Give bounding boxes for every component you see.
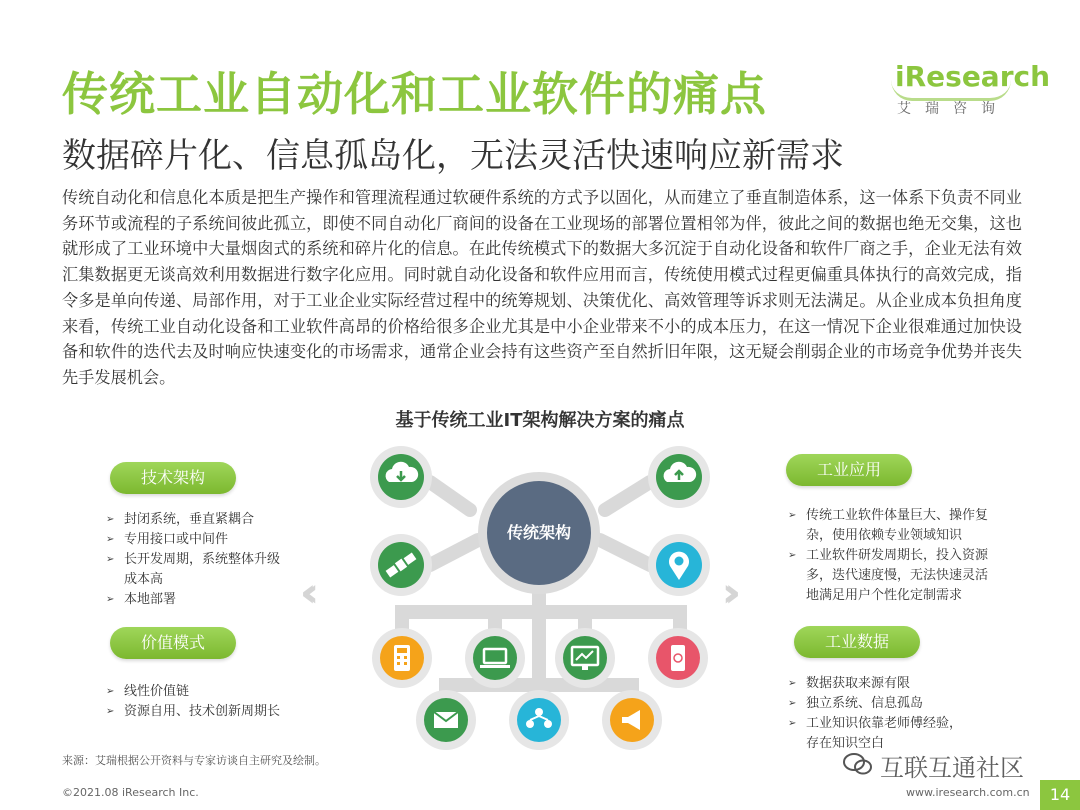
list-item: ➢ 长开发周期，系统整体升级 xyxy=(104,550,304,570)
arrow-bullet-icon: ➢ xyxy=(106,534,115,545)
mail-icon xyxy=(416,690,476,750)
footer-url: www.iresearch.com.cn xyxy=(906,786,1030,799)
chevron-left-icon: ‹‹ xyxy=(300,570,305,616)
satellite-node xyxy=(370,534,432,596)
list-item: ➢ 独立系统、信息孤岛 xyxy=(786,694,1016,714)
arrow-bullet-icon: ➢ xyxy=(788,550,797,561)
phone-node xyxy=(648,628,708,688)
network-node xyxy=(509,690,569,750)
value-model-list xyxy=(104,682,314,722)
list-item-continuation: 杂，使用依赖专业领域知识 xyxy=(806,528,963,543)
center-node xyxy=(478,472,600,594)
diagram-title: 基于传统工业IT架构解决方案的痛点 xyxy=(395,410,685,431)
list-item: ➢ 数据获取来源有限 xyxy=(786,674,1016,694)
source-note: 来源：艾瑞根据公开资料与专家访谈自主研究及绘制。 xyxy=(62,754,326,767)
industrial-apps-list xyxy=(786,506,1016,606)
arrow-bullet-icon: ➢ xyxy=(788,698,797,709)
tech-architecture-list xyxy=(104,510,304,610)
location-node xyxy=(648,534,710,596)
list-item: ➢ 传统工业软件体量巨大、操作复 xyxy=(786,506,1016,526)
pill-tech-architecture: 技术架构 xyxy=(110,462,236,494)
pill-value-model: 价值模式 xyxy=(110,627,236,659)
arrow-bullet-icon: ➢ xyxy=(106,554,115,565)
page-subtitle: 数据碎片化、信息孤岛化，无法灵活快速响应新需求 xyxy=(62,136,844,176)
watermark-text: 互联互通社区 xyxy=(880,754,1024,782)
upload-cloud-node xyxy=(648,446,710,508)
download-cloud-node xyxy=(370,446,432,508)
list-item-continuation: 地满足用户个性化定制需求 xyxy=(806,588,963,603)
arrow-bullet-icon: ➢ xyxy=(106,514,115,525)
logo-wordmark: iResearch xyxy=(895,60,1051,93)
pill-industrial-data: 工业数据 xyxy=(794,626,920,658)
body-paragraph: 传统自动化和信息化本质是把生产操作和管理流程通过软硬件系统的方式予以固化，从而建立了垂直制造体系，这一体系下负责不同业务环节或流程的子系统间彼此孤立，即使不同自动化厂商间的设备在工业现场的部署位置相邻为伴，彼此之间的数据也绝无交集，这也就形成了工业环境中大量烟囱式的系统和碎片化的信息。在此传统模式下的数据大多沉淀于自动化设备和软件厂商之手，企业无法有效汇集数据更无谈高效利用数据进行数字化应用。同时就自动化设备和软件应用而言，传统使用模式过程更偏重具体执行的高效完成，指令多是单向传递、局部作用，对于工业企业实际经营过程中的统筹规划、决策优化、高效管理等诉求则无法满足。从企业成本负担角度来看，传统工业自动化设备和工业软件高昂的价格给很多企业尤其是中小企业带来不小的成本压力，在这一情况下企业很难通过加快设备和软件的迭代去及时响应快速变化的市场需求，通常企业会持有这些资产至自然折旧年限，这无疑会削弱企业的市场竞争优势并丧失先手发展机会。 xyxy=(62,188,1022,387)
arrow-bullet-icon: ➢ xyxy=(788,510,797,521)
monitor-node xyxy=(555,628,615,688)
calculator-node xyxy=(372,628,432,688)
page-title: 传统工业自动化和工业软件的痛点 xyxy=(62,67,767,121)
satellite-icon xyxy=(370,534,432,596)
center-node-label: 传统架构 xyxy=(487,481,591,585)
laptop-node xyxy=(465,628,525,688)
logo-subtitle: 艾瑞咨询 xyxy=(897,101,1009,117)
list-item: ➢ 封闭系统，垂直紧耦合 xyxy=(104,510,304,530)
list-item-continuation: 存在知识空白 xyxy=(806,736,885,751)
megaphone-node xyxy=(602,690,662,750)
list-item-continuation: 成本高 xyxy=(124,572,164,587)
upload-cloud-icon xyxy=(648,446,710,508)
list-item: ➢ 专用接口或中间件 xyxy=(104,530,304,550)
list-item: ➢ 工业软件研发周期长，投入资源 xyxy=(786,546,1016,566)
page-number: 14 xyxy=(1040,780,1080,810)
list-item-continuation: 多，迭代速度慢，无法快速灵活 xyxy=(806,568,989,583)
arrow-bullet-icon: ➢ xyxy=(106,594,115,605)
calculator-icon xyxy=(372,628,432,688)
wechat-icon xyxy=(842,752,874,776)
location-pin-icon xyxy=(648,534,710,596)
phone-icon xyxy=(648,628,708,688)
copyright: ©2021.08 iResearch Inc. xyxy=(62,786,199,799)
pill-industrial-apps: 工业应用 xyxy=(786,454,912,486)
mail-node xyxy=(416,690,476,750)
megaphone-icon xyxy=(602,690,662,750)
arrow-bullet-icon: ➢ xyxy=(106,686,115,697)
arrow-bullet-icon: ➢ xyxy=(788,678,797,689)
list-item: ➢ 资源自用、技术创新周期长 xyxy=(104,702,314,722)
list-item: ➢ 线性价值链 xyxy=(104,682,314,702)
monitor-chart-icon xyxy=(555,628,615,688)
download-cloud-icon xyxy=(370,446,432,508)
list-item: ➢ 本地部署 xyxy=(104,590,304,610)
laptop-icon xyxy=(465,628,525,688)
arrow-bullet-icon: ➢ xyxy=(106,706,115,717)
list-item: ➢ 工业知识依靠老师傅经验， xyxy=(786,714,1016,734)
arrow-bullet-icon: ➢ xyxy=(788,718,797,729)
industrial-data-list xyxy=(786,674,1016,754)
people-network-icon xyxy=(509,690,569,750)
chevron-right-icon: ›› xyxy=(722,570,727,616)
